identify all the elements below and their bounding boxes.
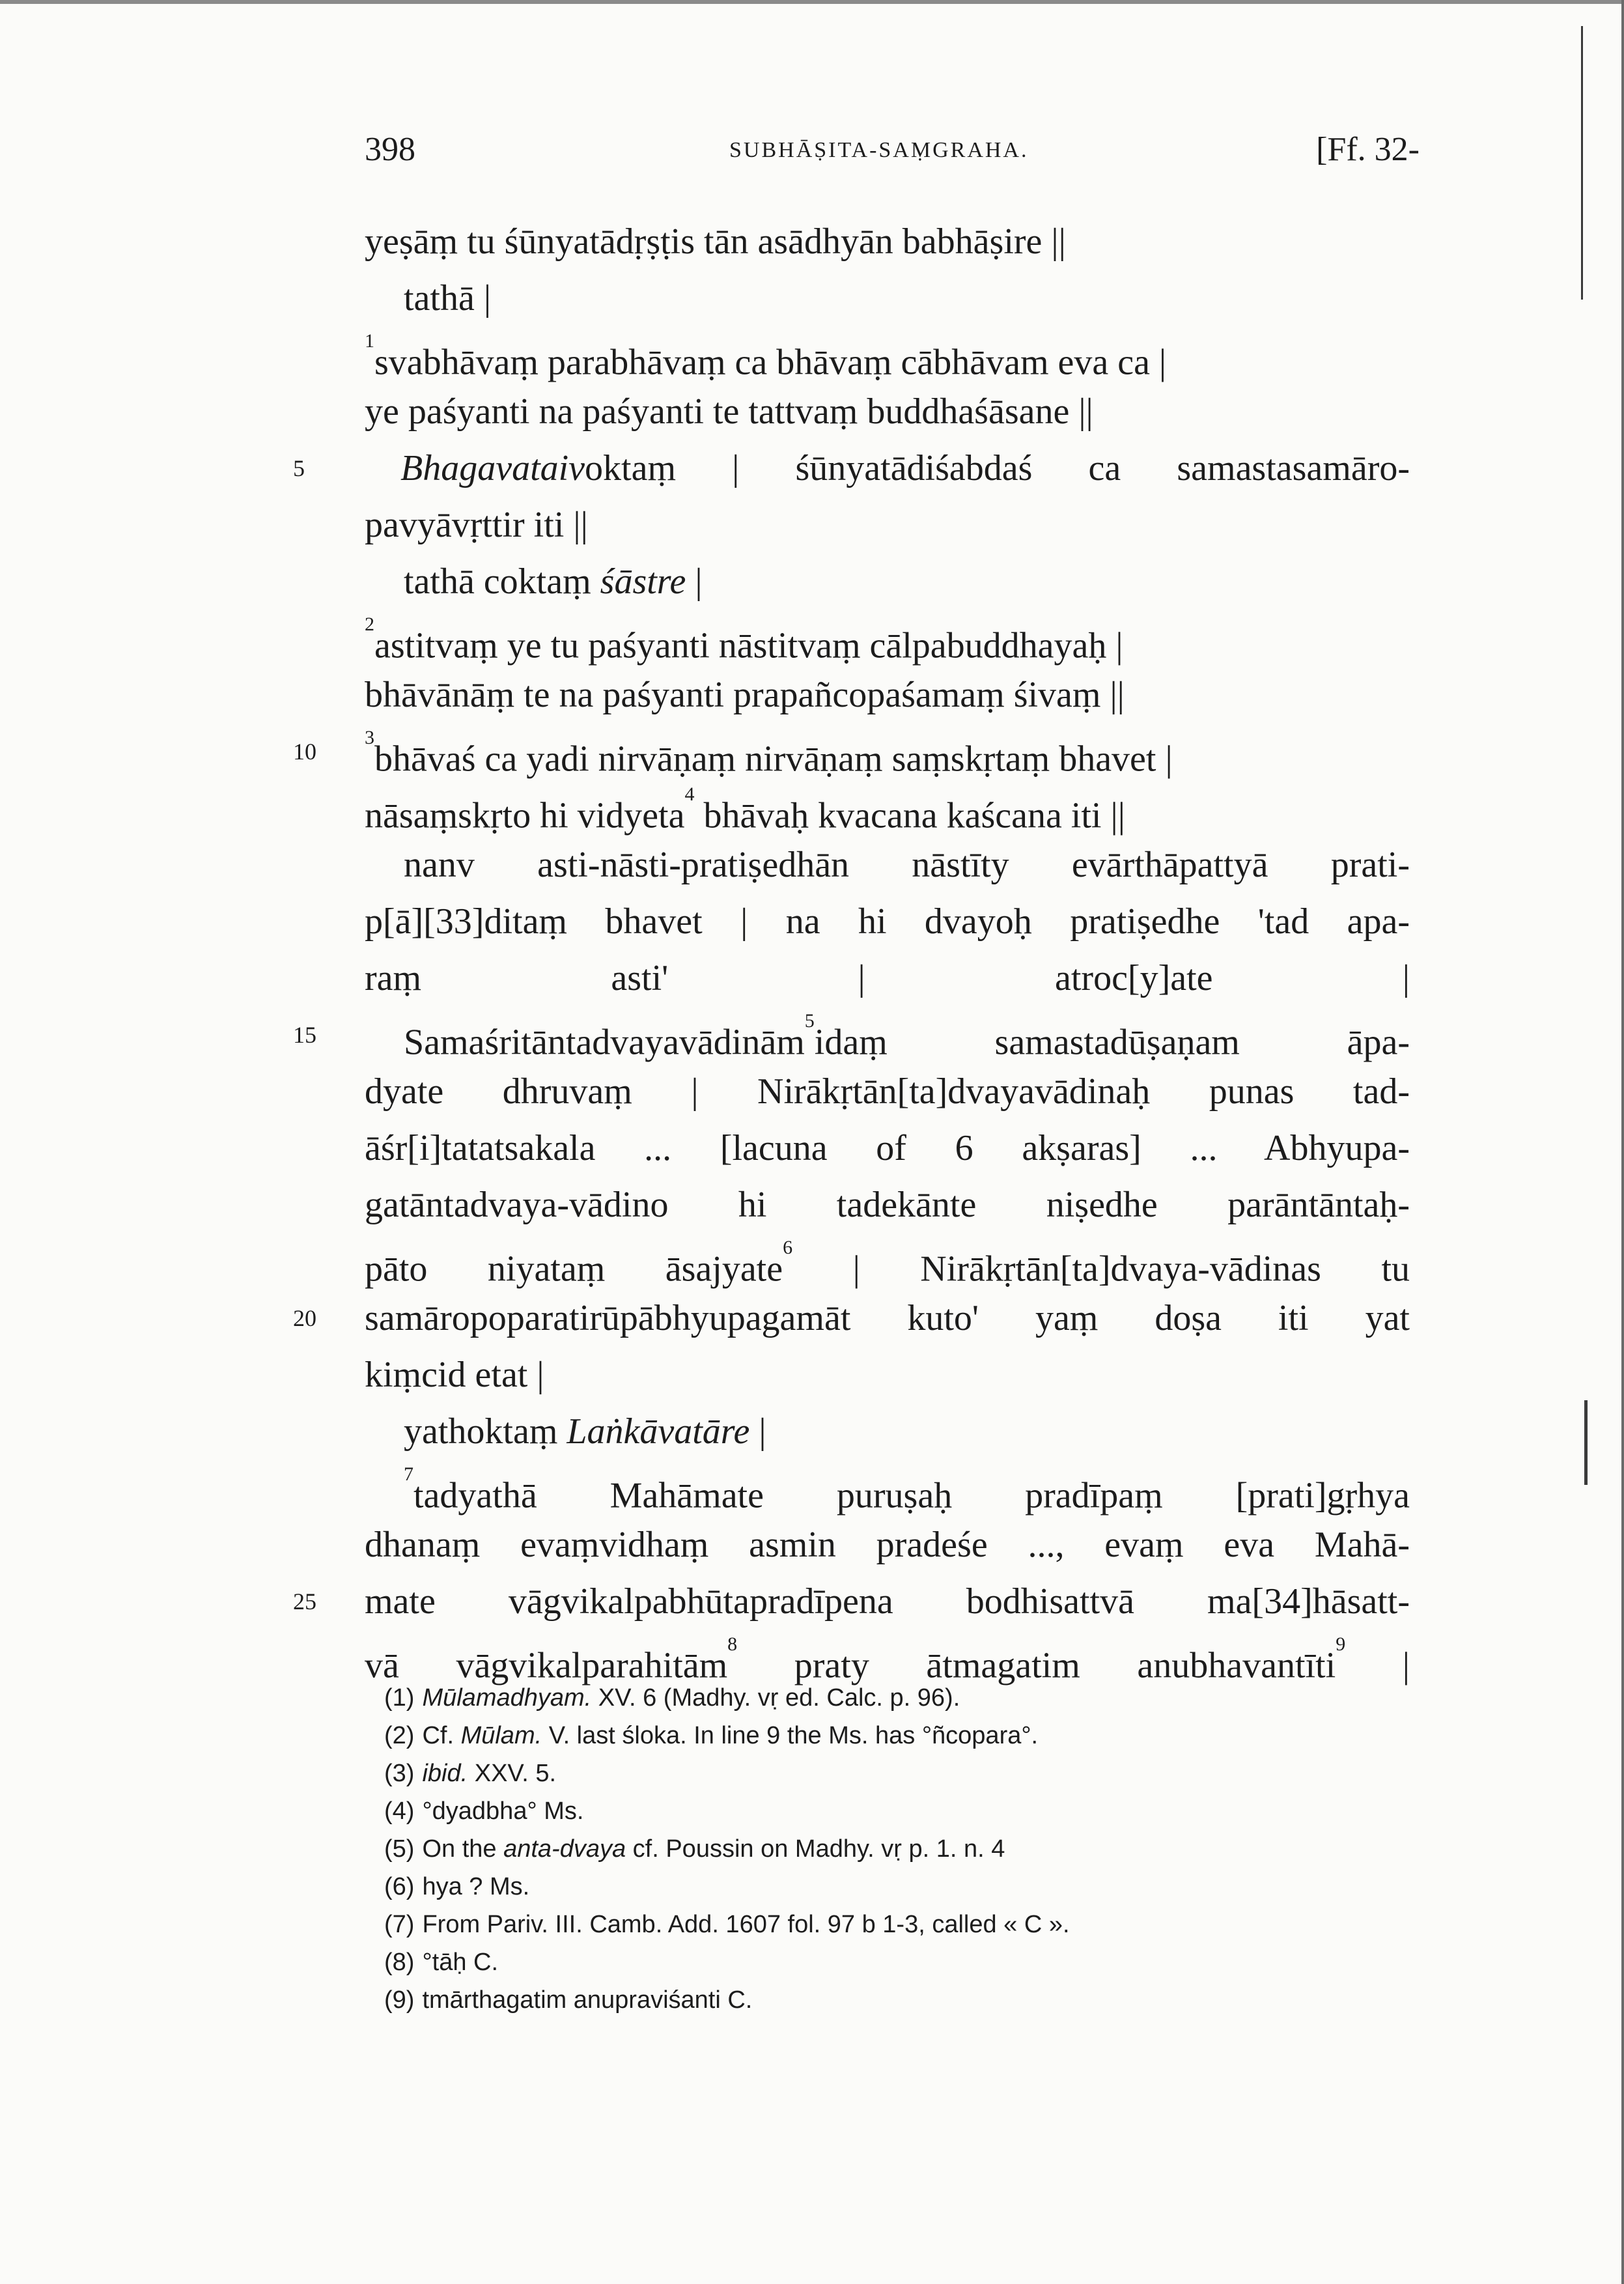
text-line <box>365 1460 1410 1517</box>
footnote-number: (8) <box>384 1949 415 1976</box>
binding-mark <box>1581 26 1583 300</box>
footnote <box>384 1868 1400 1906</box>
text-run: vā vāgvikalparahitām <box>365 1645 728 1686</box>
text-run: tmārthagatim anupraviśanti C. <box>422 1986 753 2014</box>
text-line <box>365 214 1410 270</box>
footnote-number: (9) <box>384 1986 415 2014</box>
text-line <box>365 1630 1410 1687</box>
text-run: svabhāvaṃ parabhāvaṃ ca bhāvaṃ cābhāvam eva ca | <box>374 342 1167 383</box>
running-title: SUBHĀṢITA-SAṂGRAHA. <box>729 138 1029 162</box>
footnote-ref: 1 <box>365 330 374 352</box>
text-run: tadyathā Mahāmate puruṣaḥ pradīpaṃ [prati]gṛhya <box>413 1475 1410 1516</box>
footnote-number: (7) <box>384 1911 415 1938</box>
footnote-ref: 5 <box>804 1010 815 1032</box>
text-run: bhāvānāṃ te na paśyanti prapañcopaśamaṃ śivaṃ || <box>365 675 1125 715</box>
italic-text: ibid. <box>422 1760 468 1787</box>
footnote-ref: 3 <box>365 727 374 748</box>
text-run: cf. Poussin on Madhy. vṛ p. 1. n. 4 <box>626 1835 1005 1863</box>
scan-edge-right <box>1621 0 1624 2284</box>
text-run: XV. 6 (Madhy. vṛ ed. Calc. p. 96). <box>591 1684 960 1712</box>
text-run: bhāvaś ca yadi nirvāṇaṃ nirvāṇaṃ saṃskṛtaṃ bhavet | <box>374 739 1173 780</box>
footnote <box>384 1981 1400 2019</box>
footnote <box>384 1906 1400 1943</box>
footnote-number: (2) <box>384 1722 415 1749</box>
text-line <box>365 554 1410 610</box>
text-line <box>365 270 1410 327</box>
text-line <box>293 1007 1410 1064</box>
text-run: Samaśritāntadvayavādinām <box>404 1022 805 1063</box>
footnote-number: (1) <box>384 1684 415 1712</box>
text-run: oktaṃ | śūnyatādiśabdaś ca samastasamāro- <box>585 448 1410 488</box>
text-run: nanv asti-nāsti-pratiṣedhān nāstīty evārthāpattyā prati- <box>404 845 1410 885</box>
text-run: samāropoparatirūpābhyupagamāt kuto' yaṃ doṣa iti yat <box>365 1298 1410 1338</box>
italic-text: Bhagavataiv <box>400 448 585 488</box>
footnote <box>384 1755 1400 1792</box>
italic-text: Laṅkāvatāre <box>567 1411 750 1452</box>
text-run: bhāvaḥ kvacana kaścana iti || <box>694 795 1125 836</box>
scan-edge-top <box>0 0 1624 4</box>
footnote-number: (3) <box>384 1760 415 1787</box>
text-run: kiṃcid etat | <box>365 1355 544 1395</box>
text-run: | <box>749 1411 766 1452</box>
footnote <box>384 1943 1400 1981</box>
text-line <box>293 440 1410 497</box>
italic-text: śāstre <box>600 561 686 602</box>
text-run: p[ā][33]ditaṃ bhavet | na hi dvayoḥ pratiṣedhe 'tad apa- <box>365 901 1410 942</box>
text-line <box>365 1234 1410 1290</box>
text-line <box>365 1177 1410 1234</box>
footnote-number: (4) <box>384 1798 415 1825</box>
footnotes <box>384 1679 1400 2019</box>
text-line <box>365 1120 1410 1177</box>
text-line <box>365 610 1410 667</box>
text-run: | <box>1345 1645 1410 1686</box>
text-run: Cf. <box>422 1722 461 1749</box>
footnote-ref: 6 <box>783 1237 793 1258</box>
text-run: nāsaṃskṛto hi vidyeta <box>365 795 685 836</box>
italic-text: Mūlamadhyam. <box>422 1684 592 1712</box>
footnote <box>384 1717 1400 1755</box>
text-run: hya ? Ms. <box>422 1873 530 1900</box>
text-run: ye paśyanti na paśyanti te tattvaṃ buddhaśāsane || <box>365 391 1093 432</box>
text-run: pāto niyataṃ āsajyate <box>365 1248 783 1290</box>
line-number: 25 <box>293 1588 316 1614</box>
page-number: 398 <box>365 131 415 168</box>
text-line <box>365 950 1410 1007</box>
footnote-number: (5) <box>384 1835 415 1863</box>
body-text <box>293 214 1410 1687</box>
text-line <box>365 1347 1410 1403</box>
text-run: pavyāvṛttir iti || <box>365 505 588 545</box>
text-run: XXV. 5. <box>468 1760 557 1787</box>
text-run: | <box>686 561 703 602</box>
text-line <box>365 1403 1410 1460</box>
text-line <box>365 384 1410 440</box>
binding-mark <box>1584 1400 1588 1485</box>
line-number: 20 <box>293 1305 316 1331</box>
footnote-number: (6) <box>384 1873 415 1900</box>
text-run: tathā coktaṃ <box>404 561 600 602</box>
text-run: °tāḥ C. <box>422 1949 499 1976</box>
text-run: dyate dhruvaṃ | Nirākṛtān[ta]dvayavādinaḥ punas tad- <box>365 1071 1410 1112</box>
footnote <box>384 1792 1400 1830</box>
text-line <box>293 1573 1410 1630</box>
folio-reference: [Ff. 32- <box>1316 131 1420 168</box>
footnote-ref: 4 <box>684 783 695 805</box>
text-line <box>365 837 1410 894</box>
text-run: astitvaṃ ye tu paśyanti nāstitvaṃ cālpabuddhayaḥ | <box>374 625 1123 666</box>
text-line <box>365 497 1410 554</box>
text-run: yathoktaṃ <box>404 1411 567 1452</box>
footnote-ref: 9 <box>1336 1633 1346 1655</box>
italic-text: anta-dvaya <box>503 1835 626 1863</box>
text-line <box>365 327 1410 384</box>
text-line <box>365 1517 1410 1573</box>
text-run: °dyadbha° Ms. <box>422 1798 584 1825</box>
text-line <box>293 1290 1410 1347</box>
text-line <box>293 724 1410 780</box>
text-run: tathā | <box>404 278 492 318</box>
text-run: āśr[i]tatatsakala ... [lacuna of 6 akṣaras] ... Abhyupa- <box>365 1128 1410 1168</box>
text-run: On the <box>422 1835 504 1863</box>
text-run: mate vāgvikalpabhūtapradīpena bodhisattvā ma[34]hāsatt- <box>365 1581 1410 1622</box>
text-run: V. last śloka. In line 9 the Ms. has °ñcopara°. <box>542 1722 1039 1749</box>
footnote-ref: 8 <box>727 1633 738 1655</box>
text-run: idaṃ samastadūṣaṇam āpa- <box>814 1022 1410 1063</box>
footnote-ref: 2 <box>365 613 374 635</box>
footnote <box>384 1679 1400 1717</box>
text-run: | Nirākṛtān[ta]dvaya-vādinas tu <box>792 1248 1410 1290</box>
text-line <box>365 780 1410 837</box>
text-line <box>365 1064 1410 1120</box>
footnote <box>384 1830 1400 1868</box>
text-run: From Pariv. III. Camb. Add. 1607 fol. 97 b 1-3, called « C ». <box>422 1911 1070 1938</box>
text-run: dhanaṃ evaṃvidhaṃ asmin pradeśe ..., evaṃ eva Mahā- <box>365 1525 1410 1565</box>
line-number: 5 <box>293 455 305 481</box>
footnote-ref: 7 <box>404 1463 413 1485</box>
text-run: yeṣāṃ tu śūnyatādṛṣṭis tān asādhyān babhāṣire || <box>365 221 1066 262</box>
page-header <box>365 130 1420 182</box>
text-run: praty ātmagatim anubhavantīti <box>737 1645 1336 1686</box>
line-number: 10 <box>293 739 316 765</box>
text-run: gatāntadvaya-vādino hi tadekānte niṣedhe parāntāntaḥ- <box>365 1185 1410 1225</box>
text-run: raṃ asti' | atroc[y]ate | <box>365 958 1410 998</box>
line-number: 15 <box>293 1022 316 1048</box>
text-line <box>365 667 1410 724</box>
text-line <box>365 894 1410 950</box>
italic-text: Mūlam. <box>460 1722 542 1749</box>
